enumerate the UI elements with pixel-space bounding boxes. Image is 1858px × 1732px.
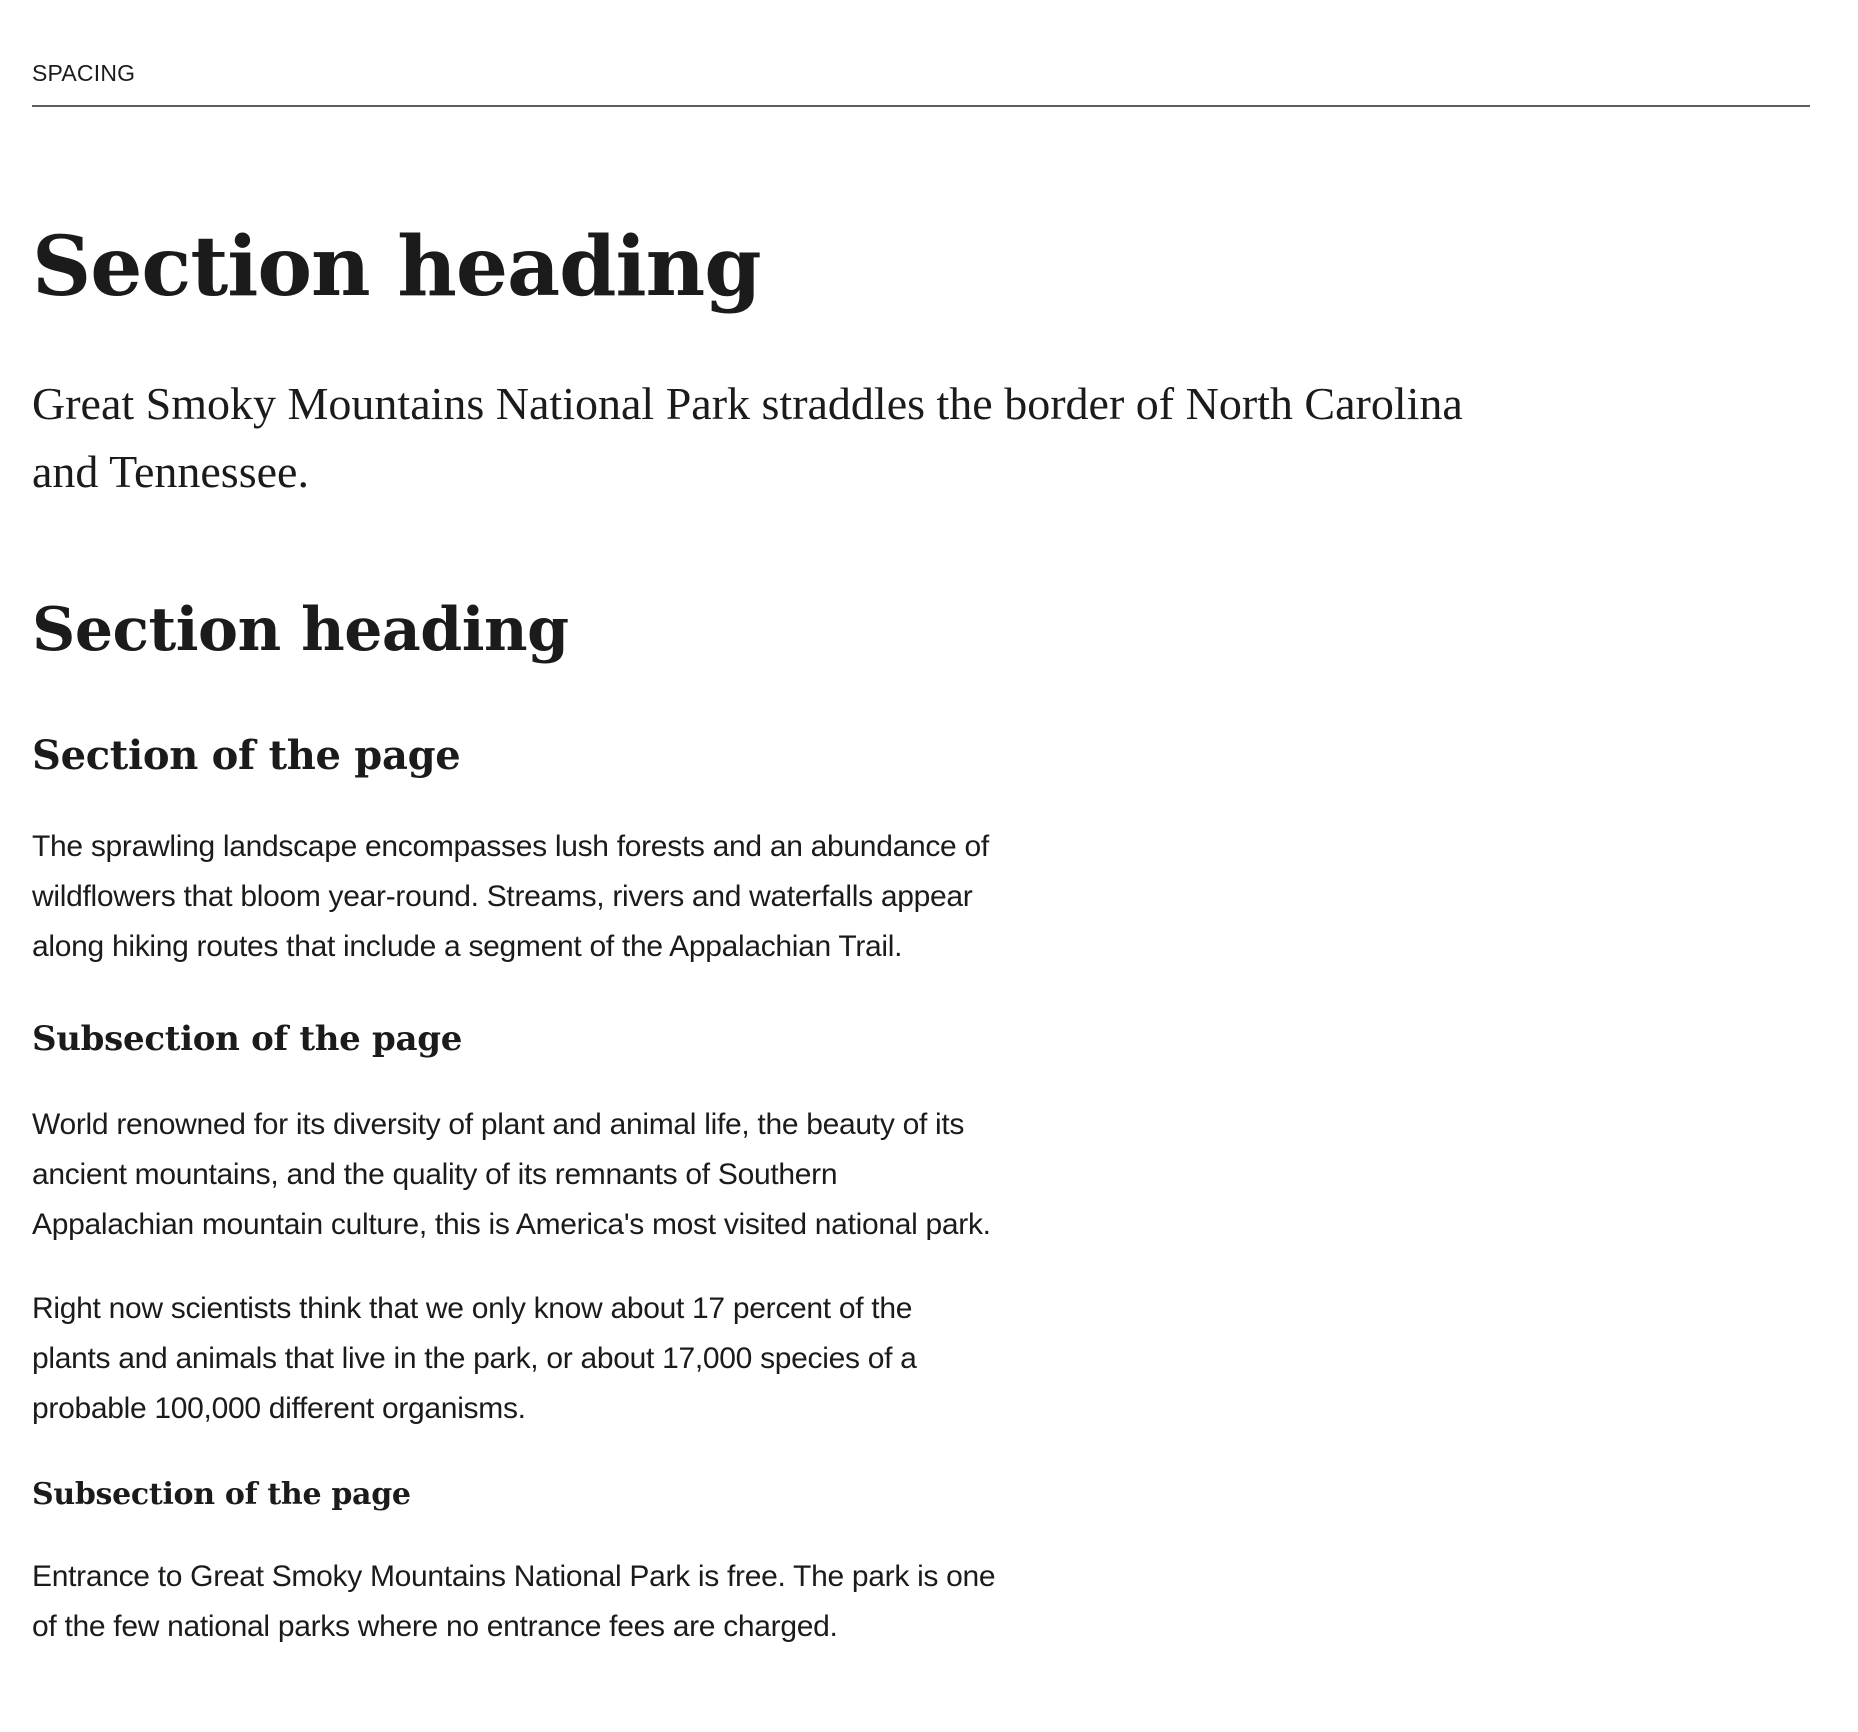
lead-line: Great Smoky Mountains National Park straddles the border of North Carolina bbox=[32, 378, 1463, 429]
section-heading-h3: Section of the page bbox=[32, 732, 461, 779]
paragraph-line: wildflowers that bloom year-round. Streams, rivers and waterfalls appear bbox=[32, 880, 973, 913]
paragraph-line: World renowned for its diversity of plant and animal life, the beauty of its bbox=[32, 1108, 965, 1141]
paragraph-line: The sprawling landscape encompasses lush forests and an abundance of bbox=[32, 830, 989, 863]
subsection-heading-h4: Subsection of the page bbox=[32, 1019, 463, 1059]
subsection-heading-h5: Subsection of the page bbox=[32, 1477, 411, 1512]
lead-line: and Tennessee. bbox=[32, 446, 309, 497]
page-heading-h1: Section heading bbox=[32, 219, 761, 315]
paragraph-line: Appalachian mountain culture, this is America's most visited national park. bbox=[32, 1208, 991, 1241]
paragraph-line: along hiking routes that include a segment of the Appalachian Trail. bbox=[32, 930, 903, 963]
body-paragraph-landscape bbox=[32, 822, 1122, 972]
section-heading-h2: Section heading bbox=[32, 595, 569, 665]
body-paragraph-entrance bbox=[32, 1552, 1122, 1652]
body-paragraph-renowned bbox=[32, 1100, 1122, 1250]
paragraph-line: Right now scientists think that we only know about 17 percent of the bbox=[32, 1292, 913, 1325]
header-divider bbox=[32, 105, 1810, 107]
section-label: SPACING bbox=[32, 60, 136, 86]
paragraph-line: of the few national parks where no entrance fees are charged. bbox=[32, 1610, 838, 1643]
paragraph-line: Entrance to Great Smoky Mountains National Park is free. The park is one bbox=[32, 1560, 996, 1593]
paragraph-line: ancient mountains, and the quality of its remnants of Southern bbox=[32, 1158, 838, 1191]
lead-paragraph bbox=[32, 370, 1552, 506]
paragraph-line: plants and animals that live in the park, or about 17,000 species of a bbox=[32, 1342, 917, 1375]
paragraph-line: probable 100,000 different organisms. bbox=[32, 1392, 526, 1425]
body-paragraph-scientists bbox=[32, 1284, 1122, 1434]
